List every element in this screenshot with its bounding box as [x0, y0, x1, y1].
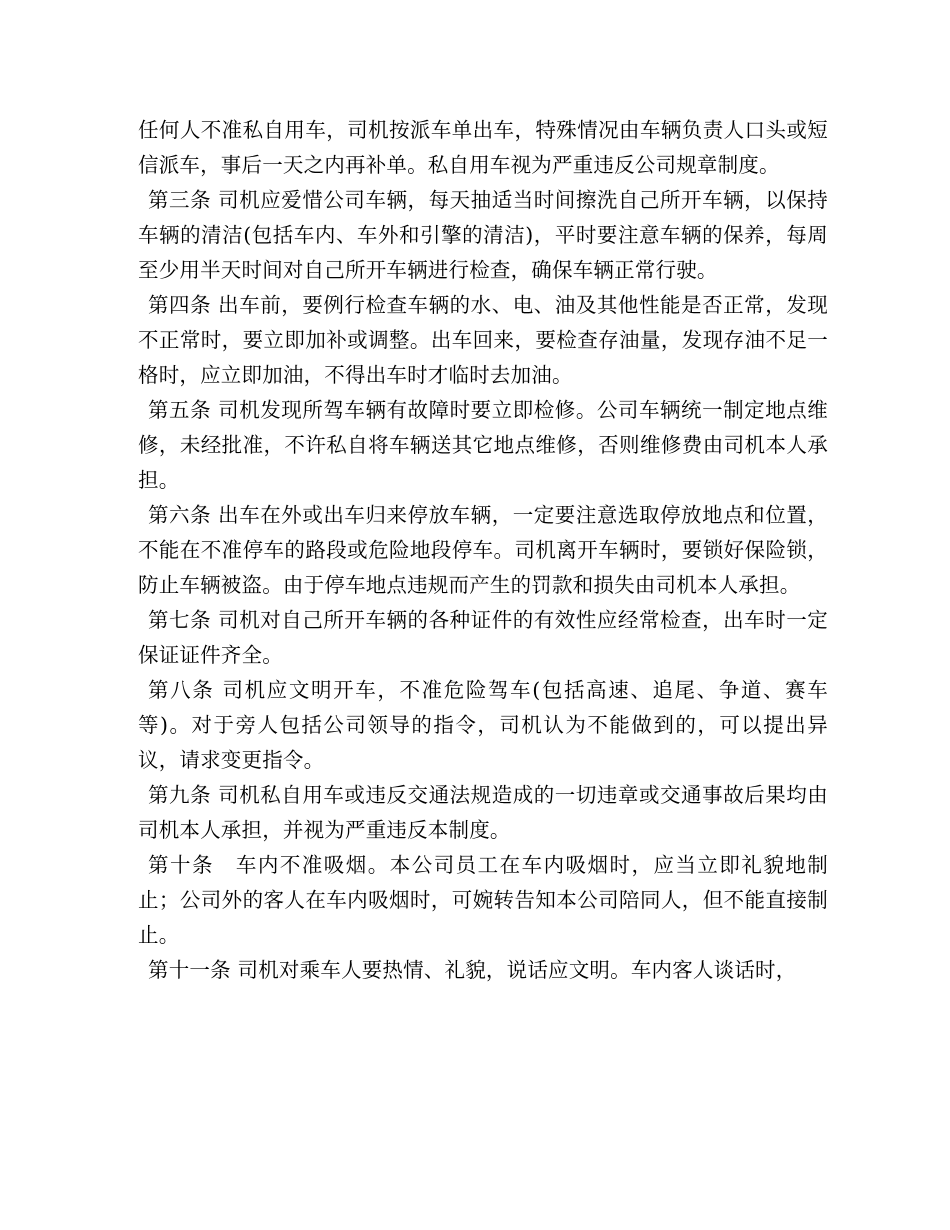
paragraph-article-10: 第十条 车内不准吸烟。本公司员工在车内吸烟时，应当立即礼貌地制止；公司外的客人在车内吸烟时，可婉转告知本公司陪同人，但不能直接制止。: [138, 853, 828, 947]
paragraph-article-4: 第四条 出车前，要例行检查车辆的水、电、油及其他性能是否正常，发现不正常时，要立即加补或调整。出车回来，要检查存油量，发现存油不足一格时，应立即加油，不得出车时才临时去加油。: [138, 293, 828, 387]
paragraph-article-11: 第十一条 司机对乘车人要热情、礼貌，说话应文明。车内客人谈话时，: [148, 958, 797, 982]
paragraph-article-9: 第九条 司机私自用车或违反交通法规造成的一切违章或交通事故后果均由司机本人承担，并视为严重违反本制度。: [138, 783, 828, 842]
paragraph-article-6: 第六条 出车在外或出车归来停放车辆，一定要注意选取停放地点和位置，不能在不准停车的路段或危险地段停车。司机离开车辆时，要锁好保险锁，防止车辆被盗。由于停车地点违规而产生的罚款和损失由司机本人承担。: [138, 503, 828, 597]
paragraph-article-8: 第八条 司机应文明开车，不准危险驾车(包括高速、追尾、争道、赛车等)。对于旁人包括公司领导的指令，司机认为不能做到的，可以提出异议，请求变更指令。: [138, 678, 828, 772]
paragraph-intro: 任何人不准私自用车，司机按派车单出车，特殊情况由车辆负责人口头或短信派车，事后一天之内再补单。私自用车视为严重违反公司规章制度。: [138, 118, 828, 177]
paragraph-article-5: 第五条 司机发现所驾车辆有故障时要立即检修。公司车辆统一制定地点维修，未经批准，不许私自将车辆送其它地点维修，否则维修费由司机本人承担。: [138, 398, 828, 492]
document-body: [138, 113, 828, 988]
paragraph-article-7: 第七条 司机对自己所开车辆的各种证件的有效性应经常检查，出车时一定保证证件齐全。: [138, 608, 828, 667]
paragraph-article-3: 第三条 司机应爱惜公司车辆，每天抽适当时间擦洗自己所开车辆，以保持车辆的清洁(包括车内、车外和引擎的清洁)，平时要注意车辆的保养，每周至少用半天时间对自己所开车辆进行检查，确保车辆正常行驶。: [138, 188, 828, 282]
